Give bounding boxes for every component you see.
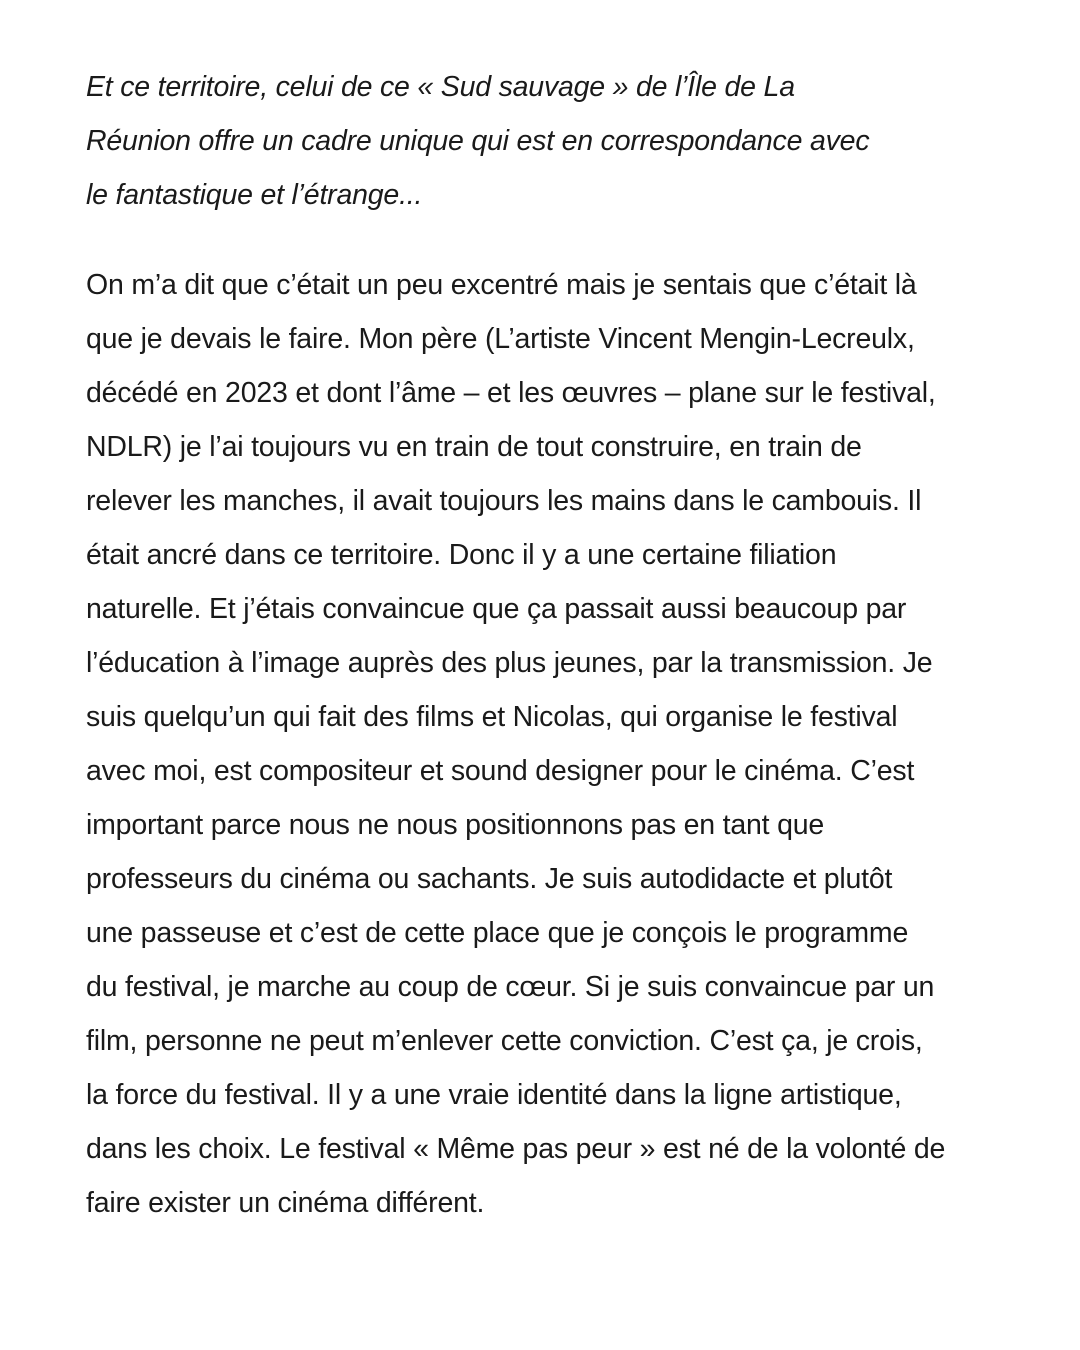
interview-question (86, 60, 1006, 222)
answer-line: que je devais le faire. Mon père (L’artiste Vincent Mengin-Lecreulx, (86, 323, 915, 355)
answer-line: avec moi, est compositeur et sound designer pour le cinéma. C’est (86, 755, 915, 787)
interview-answer (86, 258, 1006, 1230)
answer-line: On m’a dit que c’était un peu excentré mais je sentais que c’était là (86, 269, 917, 301)
answer-line: suis quelqu’un qui fait des films et Nicolas, qui organise le festival (86, 701, 898, 733)
answer-line: relever les manches, il avait toujours les mains dans le cambouis. Il (86, 485, 922, 517)
answer-line: du festival, je marche au coup de cœur. Si je suis convaincue par un (86, 971, 935, 1003)
answer-line: professeurs du cinéma ou sachants. Je suis autodidacte et plutôt (86, 863, 893, 895)
answer-line: l’éducation à l’image auprès des plus jeunes, par la transmission. Je (86, 647, 933, 679)
answer-line: dans les choix. Le festival « Même pas peur » est né de la volonté de (86, 1133, 946, 1165)
answer-line: faire exister un cinéma différent. (86, 1187, 485, 1219)
answer-line: naturelle. Et j’étais convaincue que ça passait aussi beaucoup par (86, 593, 907, 625)
answer-line: une passeuse et c’est de cette place que je conçois le programme (86, 917, 909, 949)
article-body (86, 60, 1006, 1230)
answer-line: la force du festival. Il y a une vraie identité dans la ligne artistique, (86, 1079, 902, 1111)
question-line: le fantastique et l’étrange... (86, 179, 423, 211)
answer-line: important parce nous ne nous positionnons pas en tant que (86, 809, 825, 841)
answer-line: NDLR) je l’ai toujours vu en train de tout construire, en train de (86, 431, 862, 463)
question-line: Et ce territoire, celui de ce « Sud sauvage » de l’Île de La (86, 71, 795, 103)
answer-line: film, personne ne peut m’enlever cette conviction. C’est ça, je crois, (86, 1025, 923, 1057)
answer-line: décédé en 2023 et dont l’âme – et les œuvres – plane sur le festival, (86, 377, 936, 409)
question-line: Réunion offre un cadre unique qui est en correspondance avec (86, 125, 870, 157)
answer-line: était ancré dans ce territoire. Donc il y a une certaine filiation (86, 539, 837, 571)
